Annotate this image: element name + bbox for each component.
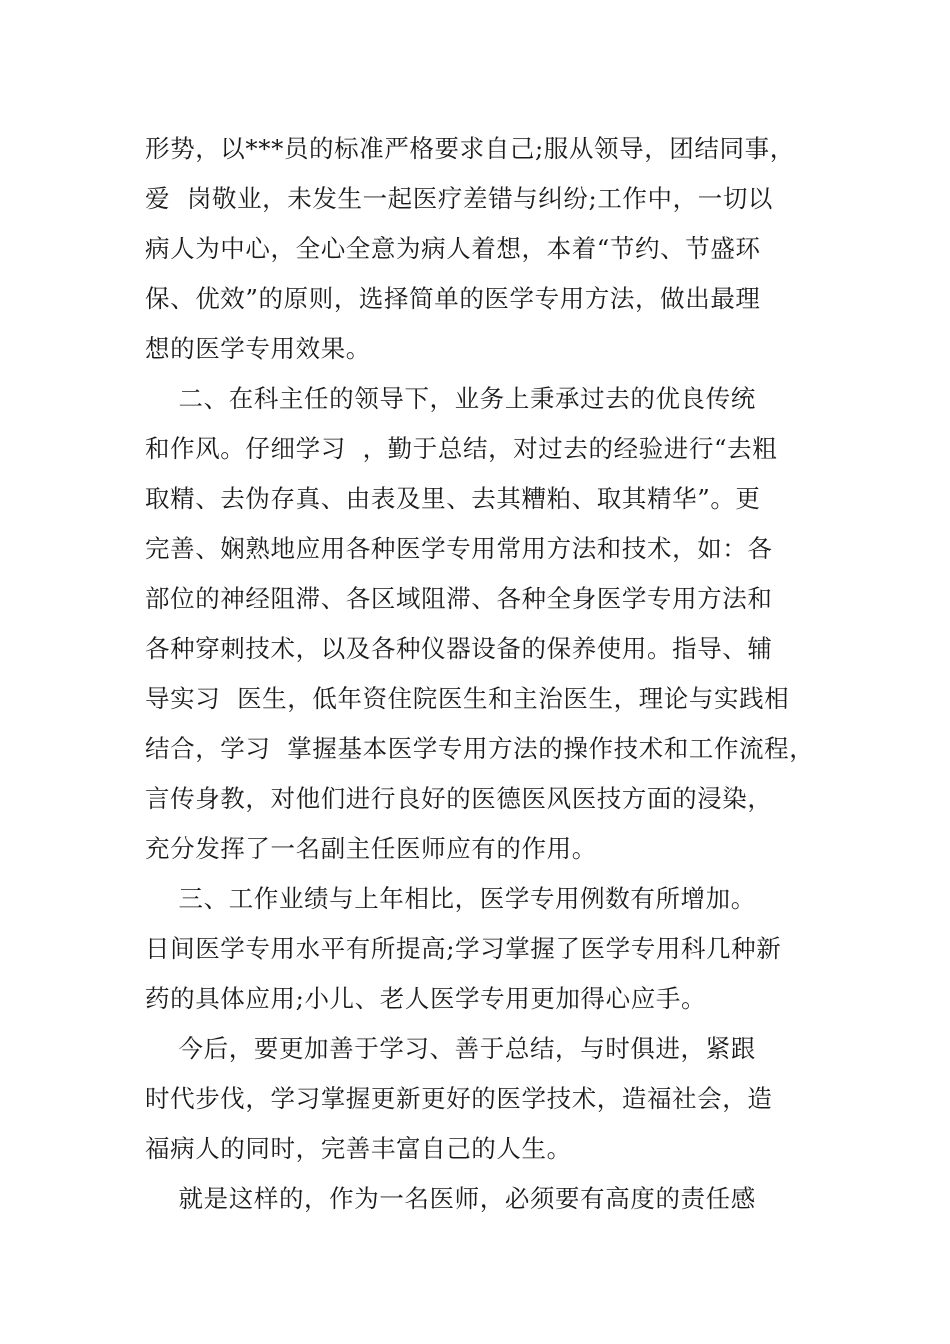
text-line: 保、优效”的原则，选择简单的医学专用方法，做出最理 [145,284,761,313]
text-line: 导实习 医生，低年资住院医生和主治医生，理论与实践相 [145,684,790,713]
text-line: 日间医学专用水平有所提高;学习掌握了医学专用科几种新 [145,934,782,963]
text-line: 二、在科主任的领导下，业务上秉承过去的优良传统 [145,384,756,413]
text-line: 结合，学习 掌握基本医学专用方法的操作技术和工作流程， [145,734,815,763]
text-line: 言传身教，对他们进行良好的医德医风医技方面的浸染， [145,784,773,813]
text-line: 爱 岗敬业，未发生一起医疗差错与纠纷;工作中，一切以 [145,184,774,213]
text-line: 今后，要更加善于学习、善于总结，与时俱进，紧跟 [145,1034,756,1063]
text-line: 和作风。仔细学习 ，勤于总结，对过去的经验进行“去粗 [145,434,778,463]
text-line: 三、工作业绩与上年相比，医学专用例数有所增加。 [145,884,756,913]
text-line: 福病人的同时，完善丰富自己的人生。 [145,1134,572,1163]
text-line: 药的具体应用;小儿、老人医学专用更加得心应手。 [145,984,707,1013]
text-line: 部位的神经阻滞、各区域阻滞、各种全身医学专用方法和 [145,584,773,613]
text-line: 完善、娴熟地应用各种医学专用常用方法和技术，如：各 [145,534,773,563]
text-line: 各种穿刺技术，以及各种仪器设备的保养使用。指导、辅 [145,634,773,663]
text-line: 形势，以***员的标准严格要求自己;服从领导，团结同事， [145,134,795,163]
text-line: 时代步伐，学习掌握更新更好的医学技术，造福社会，造 [145,1084,773,1113]
text-line: 病人为中心，全心全意为病人着想，本着“节约、节盛环 [145,234,761,263]
text-line: 就是这样的，作为一名医师，必须要有高度的责任感 [145,1184,756,1213]
document-body [145,124,825,1224]
text-line: 充分发挥了一名副主任医师应有的作用。 [145,834,597,863]
text-line: 取精、去伪存真、由表及里、去其糟粕、取其精华”。更 [145,484,761,513]
text-line: 想的医学专用效果。 [145,334,371,363]
